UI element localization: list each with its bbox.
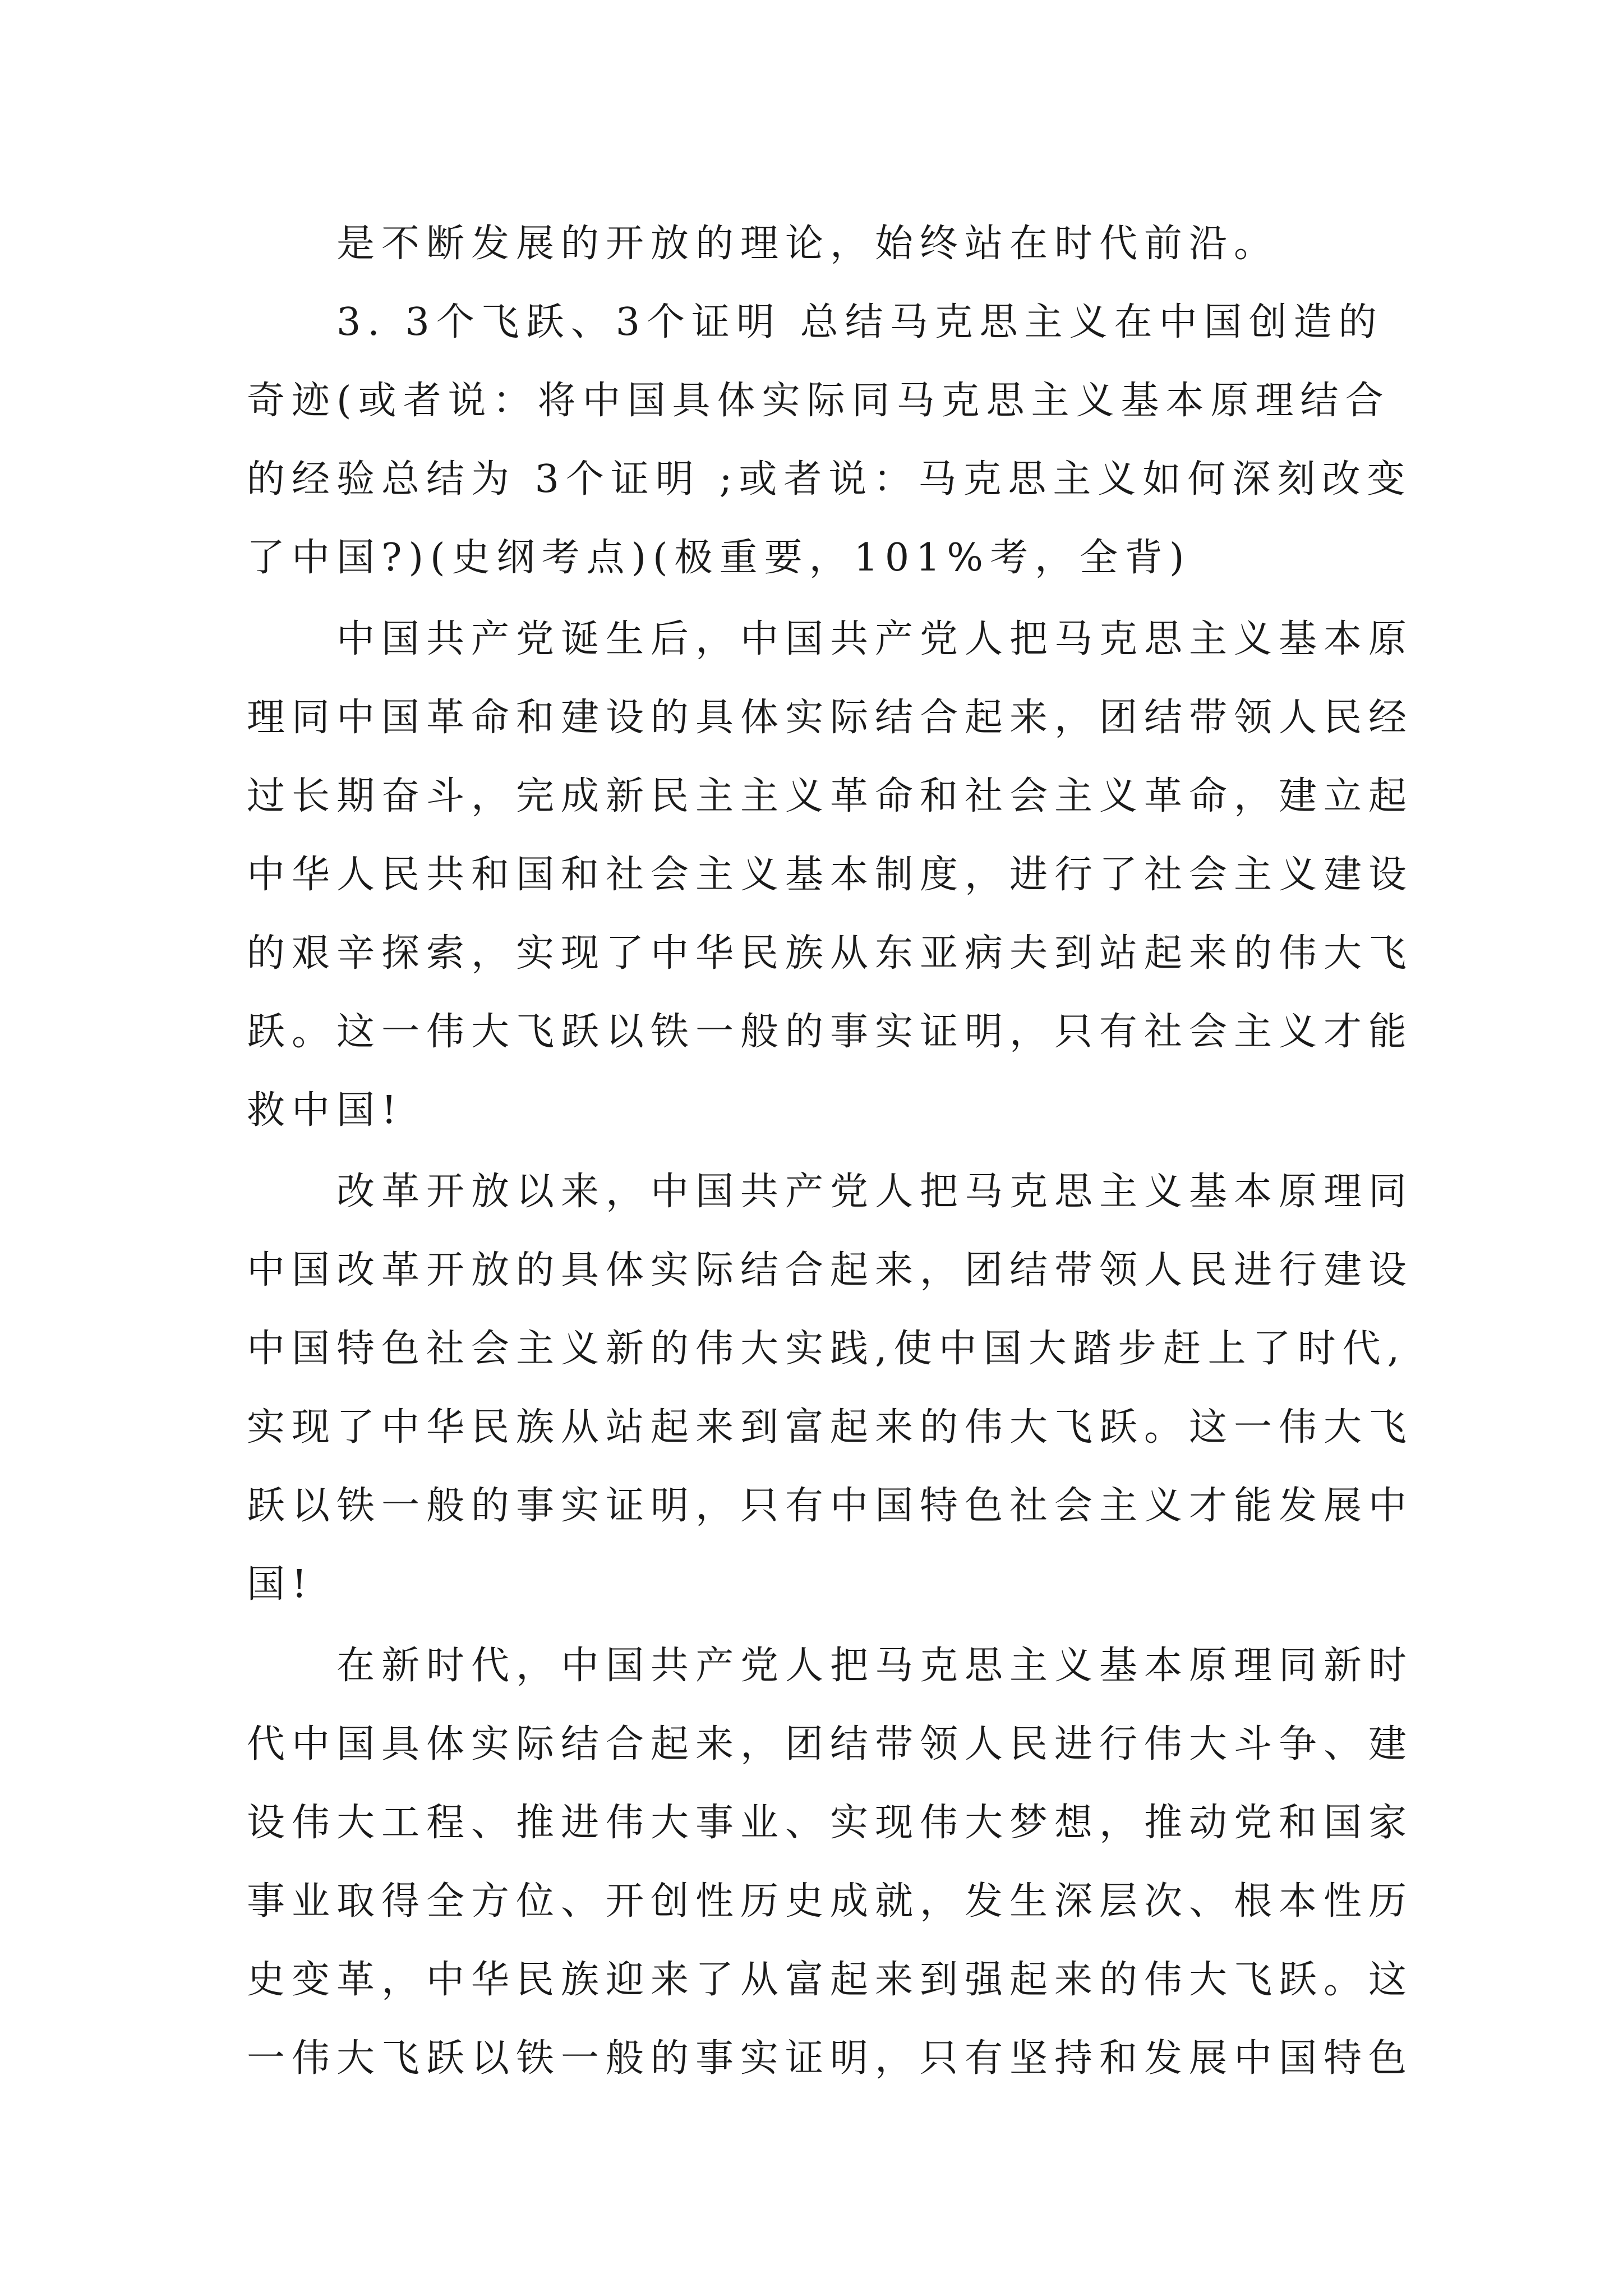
text-line: 国! bbox=[247, 1562, 314, 1607]
text-line: 救中国! bbox=[247, 1088, 404, 1133]
text-line: 中国改革开放的具体实际结合起来，团结带领人民进行建设 bbox=[247, 1248, 1414, 1292]
text-line: 理同中国革命和建设的具体实际结合起来，团结带领人民经 bbox=[247, 696, 1414, 740]
text-line: 跃以铁一般的事实证明，只有中国特色社会主义才能发展中 bbox=[247, 1484, 1414, 1528]
text-line: 中国共产党诞生后，中国共产党人把马克思主义基本原 bbox=[336, 617, 1414, 661]
text-line: 中国特色社会主义新的伟大实践,使中国大踏步赶上了时代, bbox=[247, 1327, 1407, 1371]
text-line: 事业取得全方位、开创性历史成就，发生深层次、根本性历 bbox=[247, 1879, 1414, 1924]
text-line: 跃。这一伟大飞跃以铁一般的事实证明，只有社会主义才能 bbox=[247, 1010, 1414, 1054]
text-line: 在新时代，中国共产党人把马克思主义基本原理同新时 bbox=[336, 1644, 1414, 1688]
text-line: 改革开放以来，中国共产党人把马克思主义基本原理同 bbox=[336, 1170, 1414, 1214]
text-line: 奇迹(或者说：将中国具体实际同马克思主义基本原理结合 bbox=[247, 379, 1390, 423]
text-line: 的经验总结为 3个证明 ;或者说：马克思主义如何深刻改变 bbox=[247, 457, 1412, 501]
text-line: 设伟大工程、推进伟大事业、实现伟大梦想，推动党和国家 bbox=[247, 1801, 1414, 1845]
text-line: 代中国具体实际结合起来，团结带领人民进行伟大斗争、建 bbox=[247, 1722, 1414, 1766]
text-line: 了中国?)(史纲考点)(极重要，101%考，全背) bbox=[247, 536, 1191, 580]
text-line: 中华人民共和国和社会主义基本制度，进行了社会主义建设 bbox=[247, 853, 1414, 897]
text-line: 史变革，中华民族迎来了从富起来到强起来的伟大飞跃。这 bbox=[247, 1958, 1414, 2002]
text-line: 一伟大飞跃以铁一般的事实证明，只有坚持和发展中国特色 bbox=[247, 2036, 1414, 2081]
text-line: 过长期奋斗，完成新民主主义革命和社会主义革命，建立起 bbox=[247, 774, 1414, 818]
text-line: 是不断发展的开放的理论，始终站在时代前沿。 bbox=[336, 222, 1279, 266]
text-line: 3. 3个飞跃、3个证明 总结马克思主义在中国创造的 bbox=[336, 300, 1384, 344]
text-line: 实现了中华民族从站起来到富起来的伟大飞跃。这一伟大飞 bbox=[247, 1405, 1414, 1450]
text-line: 的艰辛探索，实现了中华民族从东亚病夫到站起来的伟大飞 bbox=[247, 931, 1414, 976]
